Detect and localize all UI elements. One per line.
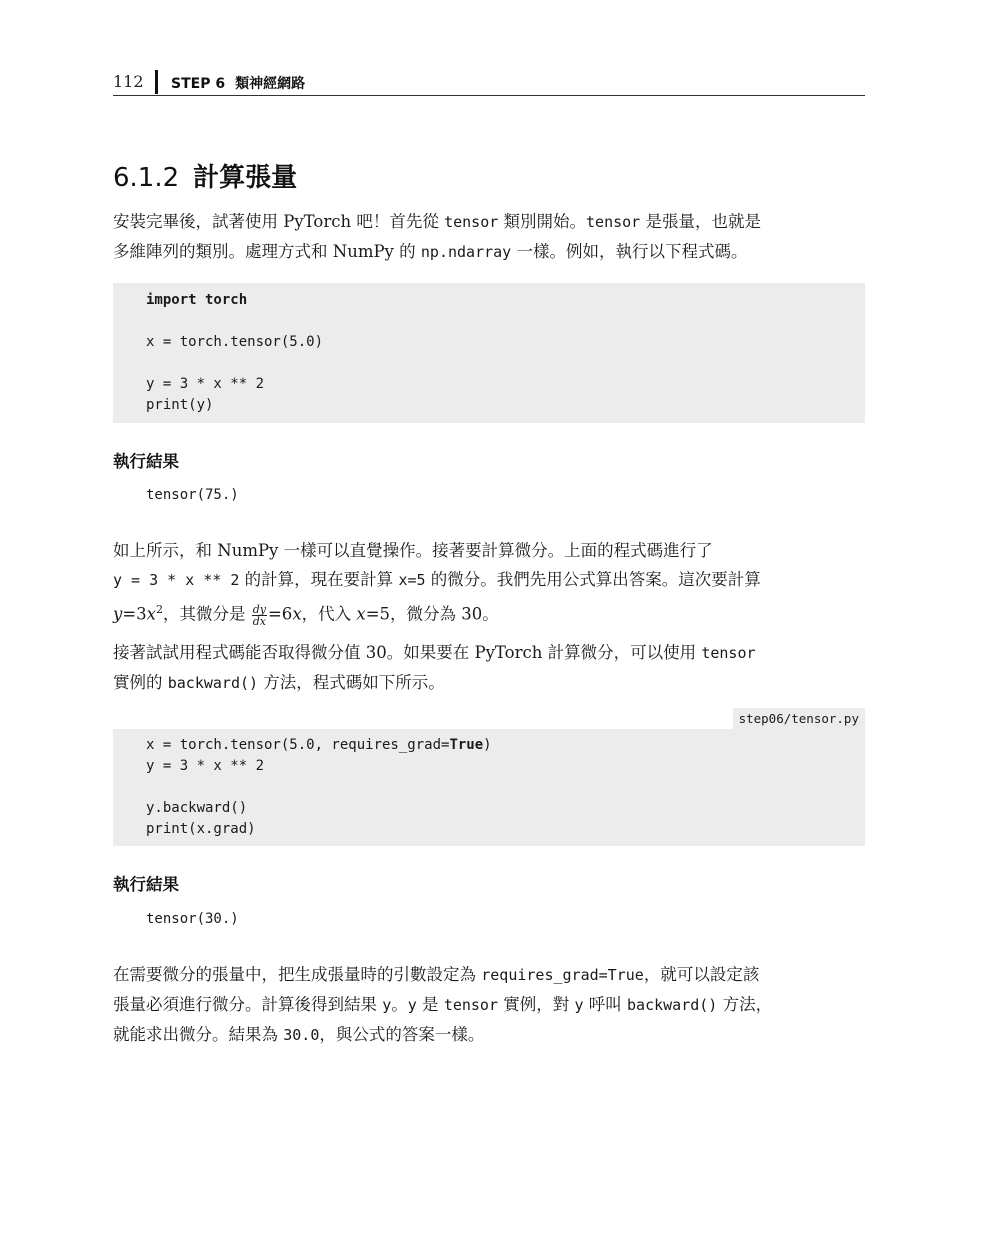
inline-code: y (382, 996, 392, 1014)
result-heading-1: 執行結果 (113, 452, 179, 471)
code-segment: ) (483, 737, 492, 753)
page-number: 112 (113, 72, 144, 91)
inline-code: backward() (627, 996, 718, 1014)
inline-code: requires_grad=True (481, 966, 644, 984)
filename-tag: step06/tensor.py (733, 708, 865, 729)
math-x: x (356, 604, 366, 624)
text: 方法，程式碼如下所示。 (258, 673, 445, 692)
inline-code: tensor (444, 213, 499, 231)
code-line: print(y) (146, 397, 214, 413)
code-line: y = 3 * x ** 2 (146, 376, 265, 392)
result-output-1: tensor(75.) (146, 487, 239, 503)
text: 方法， (717, 995, 773, 1014)
text: 的微分。我們先用公式算出答案。這次要計算 (425, 570, 761, 589)
paragraph-derivative (113, 536, 865, 629)
inline-code: 30.0 (283, 1026, 320, 1044)
code-line (146, 777, 865, 798)
text: 呼叫 (583, 995, 628, 1014)
code-segment: x = torch.tensor(5.0, requires_grad= (146, 737, 450, 753)
running-header (113, 70, 865, 96)
text: 。 (391, 995, 408, 1014)
text: 吧！首先從 (351, 212, 445, 231)
result-heading-2: 執行結果 (113, 875, 179, 894)
code-line: print(x.grad) (146, 821, 256, 837)
text: 一樣可以直覺操作。接著要計算微分。上面的程式碼進行了 (278, 541, 713, 560)
text: 實例，對 (498, 995, 575, 1014)
code-block-2 (113, 729, 865, 846)
inline-code: np.ndarray (420, 243, 512, 261)
math-exponent: 2 (155, 603, 163, 616)
inline-code: y (407, 996, 417, 1014)
text: 實例的 (113, 673, 168, 692)
inline-code: y = 3 * x ** 2 (113, 571, 240, 589)
text: 就能求出微分。結果為 (113, 1025, 284, 1044)
text: 。如果要在 (386, 643, 475, 662)
math-y: y (113, 604, 123, 624)
text: 。 (482, 604, 499, 624)
text: 是張量，也就是 (640, 212, 761, 231)
text: 多維陣列的類別。處理方式和 (113, 242, 333, 261)
term-numpy: NumPy (217, 541, 279, 560)
term-pytorch: PyTorch (474, 643, 543, 662)
inline-code: tensor (701, 644, 756, 662)
result-output-2: tensor(30.) (146, 911, 239, 927)
text: 接著試試用程式碼能否取得微分值 (113, 643, 366, 662)
chapter-label (171, 73, 305, 93)
paragraph-conclusion (113, 960, 865, 1050)
math-op: =3 (122, 604, 147, 624)
inline-code: y (574, 996, 584, 1014)
section-number: 6.1.2 (113, 163, 180, 193)
math-op: =5 (365, 604, 391, 624)
math-answer: 30 (461, 604, 483, 624)
math-op: =6 (267, 604, 293, 624)
section-title: 計算張量 (193, 163, 298, 193)
text: 是 (416, 995, 444, 1014)
code-keyword: True (449, 737, 484, 753)
code-block-1 (113, 283, 865, 423)
inline-code: x=5 (398, 571, 426, 589)
code-line: y.backward() (146, 800, 248, 816)
text: ，微分為 (390, 604, 462, 624)
inline-code: tensor (443, 996, 498, 1014)
chapter-step: STEP 6 (171, 76, 226, 92)
text: ，就可以設定該 (643, 965, 760, 984)
math-x: x (292, 604, 302, 624)
text: 在需要微分的張量中，把生成張量時的引數設定為 (113, 965, 482, 984)
text: 的 (393, 242, 421, 261)
header-divider-bar (155, 70, 158, 94)
term-numpy: NumPy (332, 242, 394, 261)
inline-code: tensor (586, 213, 641, 231)
text: ，其微分是 (162, 604, 251, 624)
code-line: x = torch.tensor(5.0) (146, 334, 324, 350)
code-line (146, 353, 865, 374)
text: 安裝完畢後，試著使用 (113, 212, 284, 231)
text: 張量必須進行微分。計算後得到結果 (113, 995, 383, 1014)
text: 類別開始。 (498, 212, 587, 231)
code-line (146, 735, 865, 756)
text: ，與公式的答案一樣。 (319, 1025, 485, 1044)
inline-code: backward() (167, 674, 259, 692)
code-line: y = 3 * x ** 2 (146, 758, 265, 774)
text: ，代入 (301, 604, 357, 624)
fraction-denominator: dx (252, 614, 266, 628)
fraction-dy-dx (252, 604, 267, 627)
text: 計算微分，可以使用 (542, 643, 702, 662)
paragraph-backward (113, 638, 865, 698)
number-30: 30 (365, 643, 387, 662)
text: 的計算，現在要計算 (239, 570, 399, 589)
math-x: x (146, 604, 156, 624)
term-pytorch: PyTorch (283, 212, 352, 231)
code-line (146, 311, 865, 332)
text: 如上所示，和 (113, 541, 218, 560)
code-line: import torch (146, 292, 248, 308)
chapter-title: 類神經網路 (235, 76, 306, 92)
fraction-numerator: dy (252, 602, 266, 616)
paragraph-intro (113, 207, 865, 267)
section-heading (113, 157, 297, 194)
text: 一樣。例如，執行以下程式碼。 (511, 242, 748, 261)
